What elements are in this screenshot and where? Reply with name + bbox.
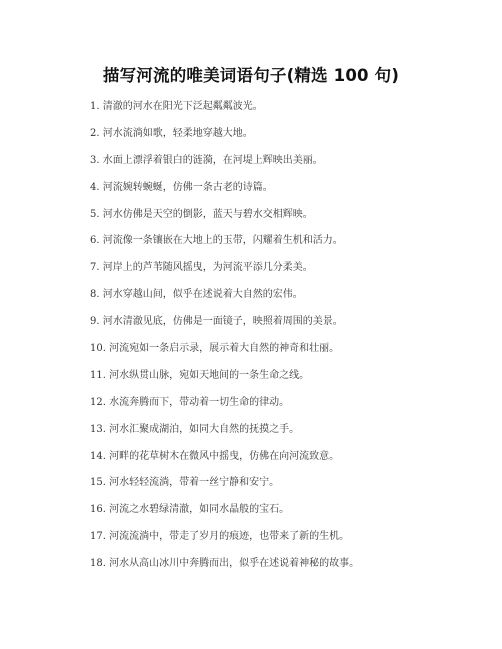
sentence-item: 16. 河流之水碧绿清澈，如同水晶般的宝石。 [90,504,290,516]
sentence-item: 5. 河水仿佛是天空的倒影，蓝天与碧水交相辉映。 [90,208,313,220]
sentence-item: 18. 河水从高山冰川中奔腾而出，似乎在述说着神秘的故事。 [90,558,360,570]
sentence-item: 17. 河流流淌中，带走了岁月的痕迹，也带来了新的生机。 [90,531,350,543]
sentence-item: 4. 河流婉转蜿蜒，仿佛一条古老的诗篇。 [90,181,273,193]
sentence-item: 3. 水面上漂浮着银白的涟漪，在河堤上辉映出美丽。 [90,154,323,166]
sentence-item: 9. 河水清澈见底，仿佛是一面镜子，映照着周围的美景。 [90,316,343,328]
document-title: 描写河流的唯美词语句子(精选 100 句) [102,66,400,85]
sentence-item: 12. 水流奔腾而下，带动着一切生命的律动。 [90,396,290,408]
sentence-item: 1. 清澈的河水在阳光下泛起粼粼波光。 [90,101,263,112]
sentence-item: 2. 河水流淌如歌，轻柔地穿越大地。 [90,127,253,139]
sentence-item: 10. 河流宛如一条启示录，展示着大自然的神奇和壮丽。 [90,343,340,355]
sentence-item: 11. 河水纵贯山脉，宛如天地间的一条生命之线。 [90,369,310,381]
sentence-item: 8. 河水穿越山间，似乎在述说着大自然的宏伟。 [90,289,303,301]
sentence-item: 14. 河畔的花草树木在微风中摇曳，仿佛在向河流致意。 [90,450,340,462]
sentence-item: 15. 河水轻轻流淌，带着一丝宁静和安宁。 [90,477,280,489]
sentence-item: 6. 河流像一条镶嵌在大地上的玉带，闪耀着生机和活力。 [90,235,343,247]
sentence-list [90,100,490,584]
sentence-item: 7. 河岸上的芦苇随风摇曳，为河流平添几分柔美。 [90,262,313,274]
sentence-item: 13. 河水汇聚成湖泊，如同大自然的抚摸之手。 [90,423,300,435]
